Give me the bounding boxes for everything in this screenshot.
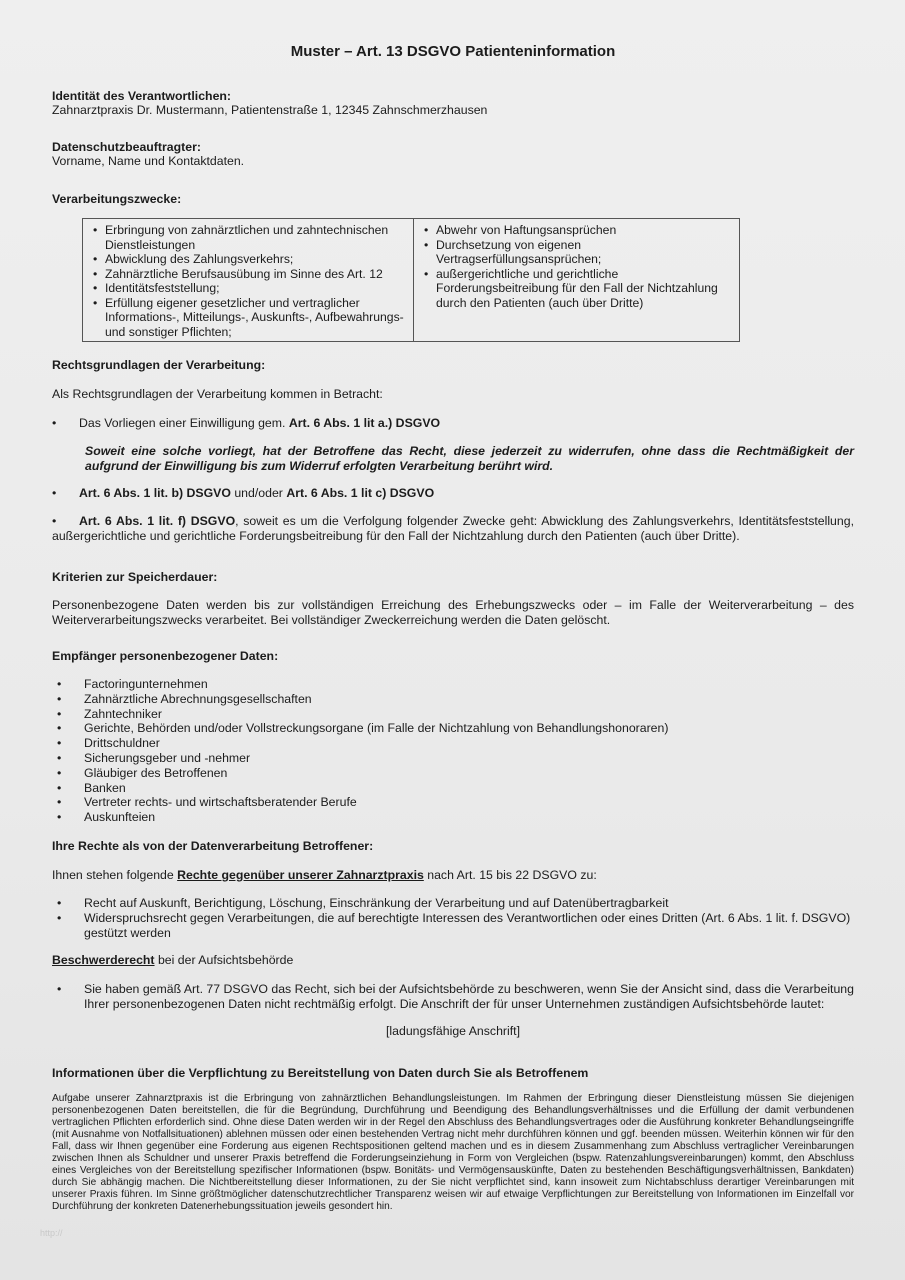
- purpose-item: • Durchsetzung von eigenen Vertragserfüllungsansprüchen;: [422, 238, 733, 267]
- list-item: [52, 677, 854, 692]
- list-item: [52, 982, 854, 1012]
- bullet-icon: •: [52, 514, 57, 528]
- purpose-item: • Abwicklung des Zahlungsverkehrs;: [91, 252, 407, 267]
- legal-basis-item: [52, 416, 854, 431]
- bullet-icon: •: [57, 706, 62, 721]
- complaint-heading: [52, 953, 854, 968]
- right-label: Widerspruchsrecht gegen Verarbeitungen, die auf berechtigte Interessen des Verantwortlichen oder eines Dritten (Art. 6 Abs. 1 lit. f. DSGVO) gestützt werden: [84, 910, 851, 940]
- identity-text: Zahnarztpraxis Dr. Mustermann, Patientenstraße 1, 12345 Zahnschmerzhausen: [52, 103, 488, 117]
- recipient-label: Factoringunternehmen: [84, 677, 208, 691]
- bullet-icon: •: [57, 736, 62, 751]
- bullet-icon: •: [52, 416, 57, 430]
- page-title: Muster – Art. 13 DSGVO Patienteninformation: [290, 43, 616, 60]
- list-item: [52, 781, 854, 796]
- right-label: Recht auf Auskunft, Berichtigung, Löschung, Einschränkung der Verarbeitung und auf Datenübertragbarkeit: [84, 896, 669, 910]
- legal-intro: Als Rechtsgrundlagen der Verarbeitung kommen in Betracht:: [52, 387, 383, 401]
- bullet-icon: •: [57, 765, 62, 780]
- recipient-label: Zahnärztliche Abrechnungsgesellschaften: [84, 691, 312, 706]
- legal-basis-item: [52, 514, 854, 543]
- purpose-item: • Identitätsfeststellung;: [91, 281, 407, 296]
- bullet-icon: •: [57, 982, 62, 996]
- rights-intro-text: Ihnen stehen folgende: [52, 868, 178, 882]
- consent-note: Soweit eine solche vorliegt, hat der Betroffene das Recht, diese jederzeit zu widerrufen, ohne dass die Rechtmäßigkeit der aufgrund der Einwilligung bis zum Widerruf erfolgten Verarbeitung berührt wird.: [85, 444, 854, 473]
- obligation-text: Aufgabe unserer Zahnarztpraxis ist die Erbringung von zahnärztlichen Behandlungsleistungen. Im Rahmen der Erbringung dieser Dienstleistung müssen Sie diejenigen personenbezogenen Daten bereitstellen, die für die Begründung, Durchführung und Beendigung des Behandlungsverhältnisses und die Erfüllung der damit verbundenen vertraglichen Pflichten erforderlich sind. Ohne diese Daten werden wir in der Regel den Abschluss des Behandlungsvertrages oder die Ausführung konkreter Behandlungseingriffe (mit Ausnahme von Notfallsituationen) ablehnen müssen oder einen bestehenden Vertrag nicht mehr durchführen können und ggf. beenden müssen. Weiterhin können wir für den Fall, dass wir Ihnen gegenüber eine Forderung aus eigenen Rechtspositionen geltend machen und es in diesem Zusammenhang zum Abschluss vertraglicher Vereinbarungen zwischen Ihnen als Schuldner und unserer Praxis betreffend die Forderungseinziehung in Form von Vergleichen (bspw. Ratenzahlungsvereinbarungen) kommt, den Abschluss eines Vergleiches von der Bereitstellung spezifischer Informationen (bspw. Bonitäts- und Vermögensauskünfte, Daten zu bestehenden Beschäftigungsverhältnissen, Bankdaten) durch Sie abhängig machen. Die Nichtbereitstellung dieser Informationen, zu der Sie nicht verpflichtet sind, kann insoweit zum Nichtabschluss derartiger Vereinbarungen mit unserer Praxis führen. Im Sinne größtmöglicher datenschutzrechtlicher Transparenz weisen wir auf etwaige Verpflichtungen zur Bereitstellung von Informationen im Einzelfall vor Durchführung der konkreten Datenerhebungssituation jeweils gesondert hin.: [52, 1093, 854, 1213]
- legal-basis-text: Das Vorliegen einer Einwilligung gem.: [79, 416, 289, 430]
- authority-address: [ladungsfähige Anschrift]: [386, 1024, 520, 1038]
- legal-basis-article: Art. 6 Abs. 1 lit c) DSGVO: [286, 486, 435, 500]
- list-item: [52, 795, 854, 810]
- watermark: http://: [40, 1228, 63, 1238]
- recipient-label: Drittschuldner: [84, 736, 160, 751]
- purpose-item: • Abwehr von Haftungsansprüchen: [422, 223, 733, 238]
- list-item: [52, 810, 854, 825]
- purposes-heading: Verarbeitungszwecke:: [52, 192, 182, 206]
- list-item: [52, 721, 854, 736]
- bullet-icon: •: [57, 780, 62, 795]
- rights-emphasis: Rechte gegenüber unserer Zahnarztpraxis: [177, 868, 424, 882]
- legal-heading: Rechtsgrundlagen der Verarbeitung:: [52, 358, 266, 372]
- bullet-icon: •: [57, 721, 62, 736]
- identity-heading: Identität des Verantwortlichen:: [52, 89, 232, 103]
- legal-basis-item: [52, 486, 854, 501]
- rights-intro: [52, 868, 854, 883]
- complaint-heading-text: bei der Aufsichtsbehörde: [154, 953, 294, 967]
- bullet-icon: •: [57, 910, 62, 925]
- rights-heading: Ihre Rechte als von der Datenverarbeitung Betroffener:: [52, 839, 374, 853]
- rights-list: [52, 896, 854, 940]
- legal-basis-article: Art. 6 Abs. 1 lit a.) DSGVO: [288, 416, 441, 430]
- recipient-label: Vertreter rechts- und wirtschaftsberatender Berufe: [84, 795, 357, 810]
- list-item: [52, 766, 854, 781]
- purpose-item: • außergerichtliche und gerichtliche Forderungsbeitreibung für den Fall der Nichtzahlung durch den Patienten (auch über Dritte): [422, 267, 733, 311]
- list-item: [52, 692, 854, 707]
- purpose-item: • Erbringung von zahnärztlichen und zahntechnischen Dienstleistungen: [91, 223, 407, 252]
- recipient-label: Gerichte, Behörden und/oder Vollstreckungsorgane (im Falle der Nichtzahlung von Behandlungshonoraren): [84, 721, 669, 736]
- recipients-heading: Empfänger personenbezogener Daten:: [52, 649, 279, 663]
- bullet-icon: •: [57, 810, 62, 825]
- storage-heading: Kriterien zur Speicherdauer:: [52, 570, 218, 584]
- complaint-emphasis: Beschwerderecht: [52, 953, 155, 967]
- purposes-left-column: [83, 219, 414, 341]
- obligation-heading: Informationen über die Verpflichtung zu Bereitstellung von Daten durch Sie als Betroffenem: [52, 1066, 589, 1080]
- storage-text: Personenbezogene Daten werden bis zur vollständigen Erreichung des Erhebungszwecks oder – im Falle der Weiterverarbeitung – des Weiterverarbeitungszwecks verarbeitet. Bei vollständiger Zweckerreichung werden die Daten gelöscht.: [52, 598, 854, 627]
- bullet-icon: •: [57, 691, 62, 706]
- list-item: [52, 911, 854, 941]
- bullet-icon: •: [57, 750, 62, 765]
- list-item: [52, 896, 854, 911]
- purposes-right-column: [414, 219, 739, 341]
- legal-basis-article: Art. 6 Abs. 1 lit. b) DSGVO: [79, 486, 231, 500]
- recipient-label: Banken: [84, 780, 126, 795]
- legal-basis-article: Art. 6 Abs. 1 lit. f) DSGVO: [79, 514, 236, 528]
- list-item: [52, 751, 854, 766]
- list-item: [52, 736, 854, 751]
- bullet-icon: •: [57, 677, 62, 691]
- legal-basis-text: und/oder: [230, 486, 287, 500]
- recipient-label: Zahntechniker: [84, 706, 162, 721]
- complaint-list: [52, 982, 854, 1012]
- purposes-table: [82, 218, 740, 342]
- list-item: [52, 707, 854, 722]
- dpo-heading: Datenschutzbeauftragter:: [52, 140, 201, 154]
- recipient-label: Gläubiger des Betroffenen: [84, 765, 228, 780]
- purpose-item: • Erfüllung eigener gesetzlicher und vertraglicher Informations-, Mitteilungs-, Auskunfts-, Aufbewahrungs- und sonstiger Pflichten;: [91, 296, 407, 340]
- complaint-text: Sie haben gemäß Art. 77 DSGVO das Recht, sich bei der Aufsichtsbehörde zu beschweren, wenn Sie der Ansicht sind, dass die Verarbeitung Ihrer personenbezogenen Daten nicht rechtmäßig erfolgt. Die Anschrift der für unser Unternehmen zuständigen Aufsichtsbehörde lautet:: [84, 982, 854, 1011]
- bullet-icon: •: [52, 486, 57, 500]
- recipient-label: Auskunfteien: [84, 810, 156, 825]
- bullet-icon: •: [57, 896, 62, 910]
- bullet-icon: •: [57, 795, 62, 810]
- rights-intro-text: nach Art. 15 bis 22 DSGVO zu:: [423, 868, 597, 882]
- recipients-list: [52, 677, 854, 825]
- dpo-text: Vorname, Name und Kontaktdaten.: [52, 154, 245, 168]
- legal-basis-text: , soweit es um die Verfolgung folgender Zwecke geht: Abwicklung des Zahlungsverkehrs, Identitätsfeststellung, außergerichtliche und gerichtliche Forderungsbeitreibung für den Fall der Nichtzahlung durch den Patienten (auch über Dritte).: [52, 514, 854, 543]
- purpose-item: • Zahnärztliche Berufsausübung im Sinne des Art. 12: [91, 267, 407, 282]
- recipient-label: Sicherungsgeber und -nehmer: [84, 750, 251, 765]
